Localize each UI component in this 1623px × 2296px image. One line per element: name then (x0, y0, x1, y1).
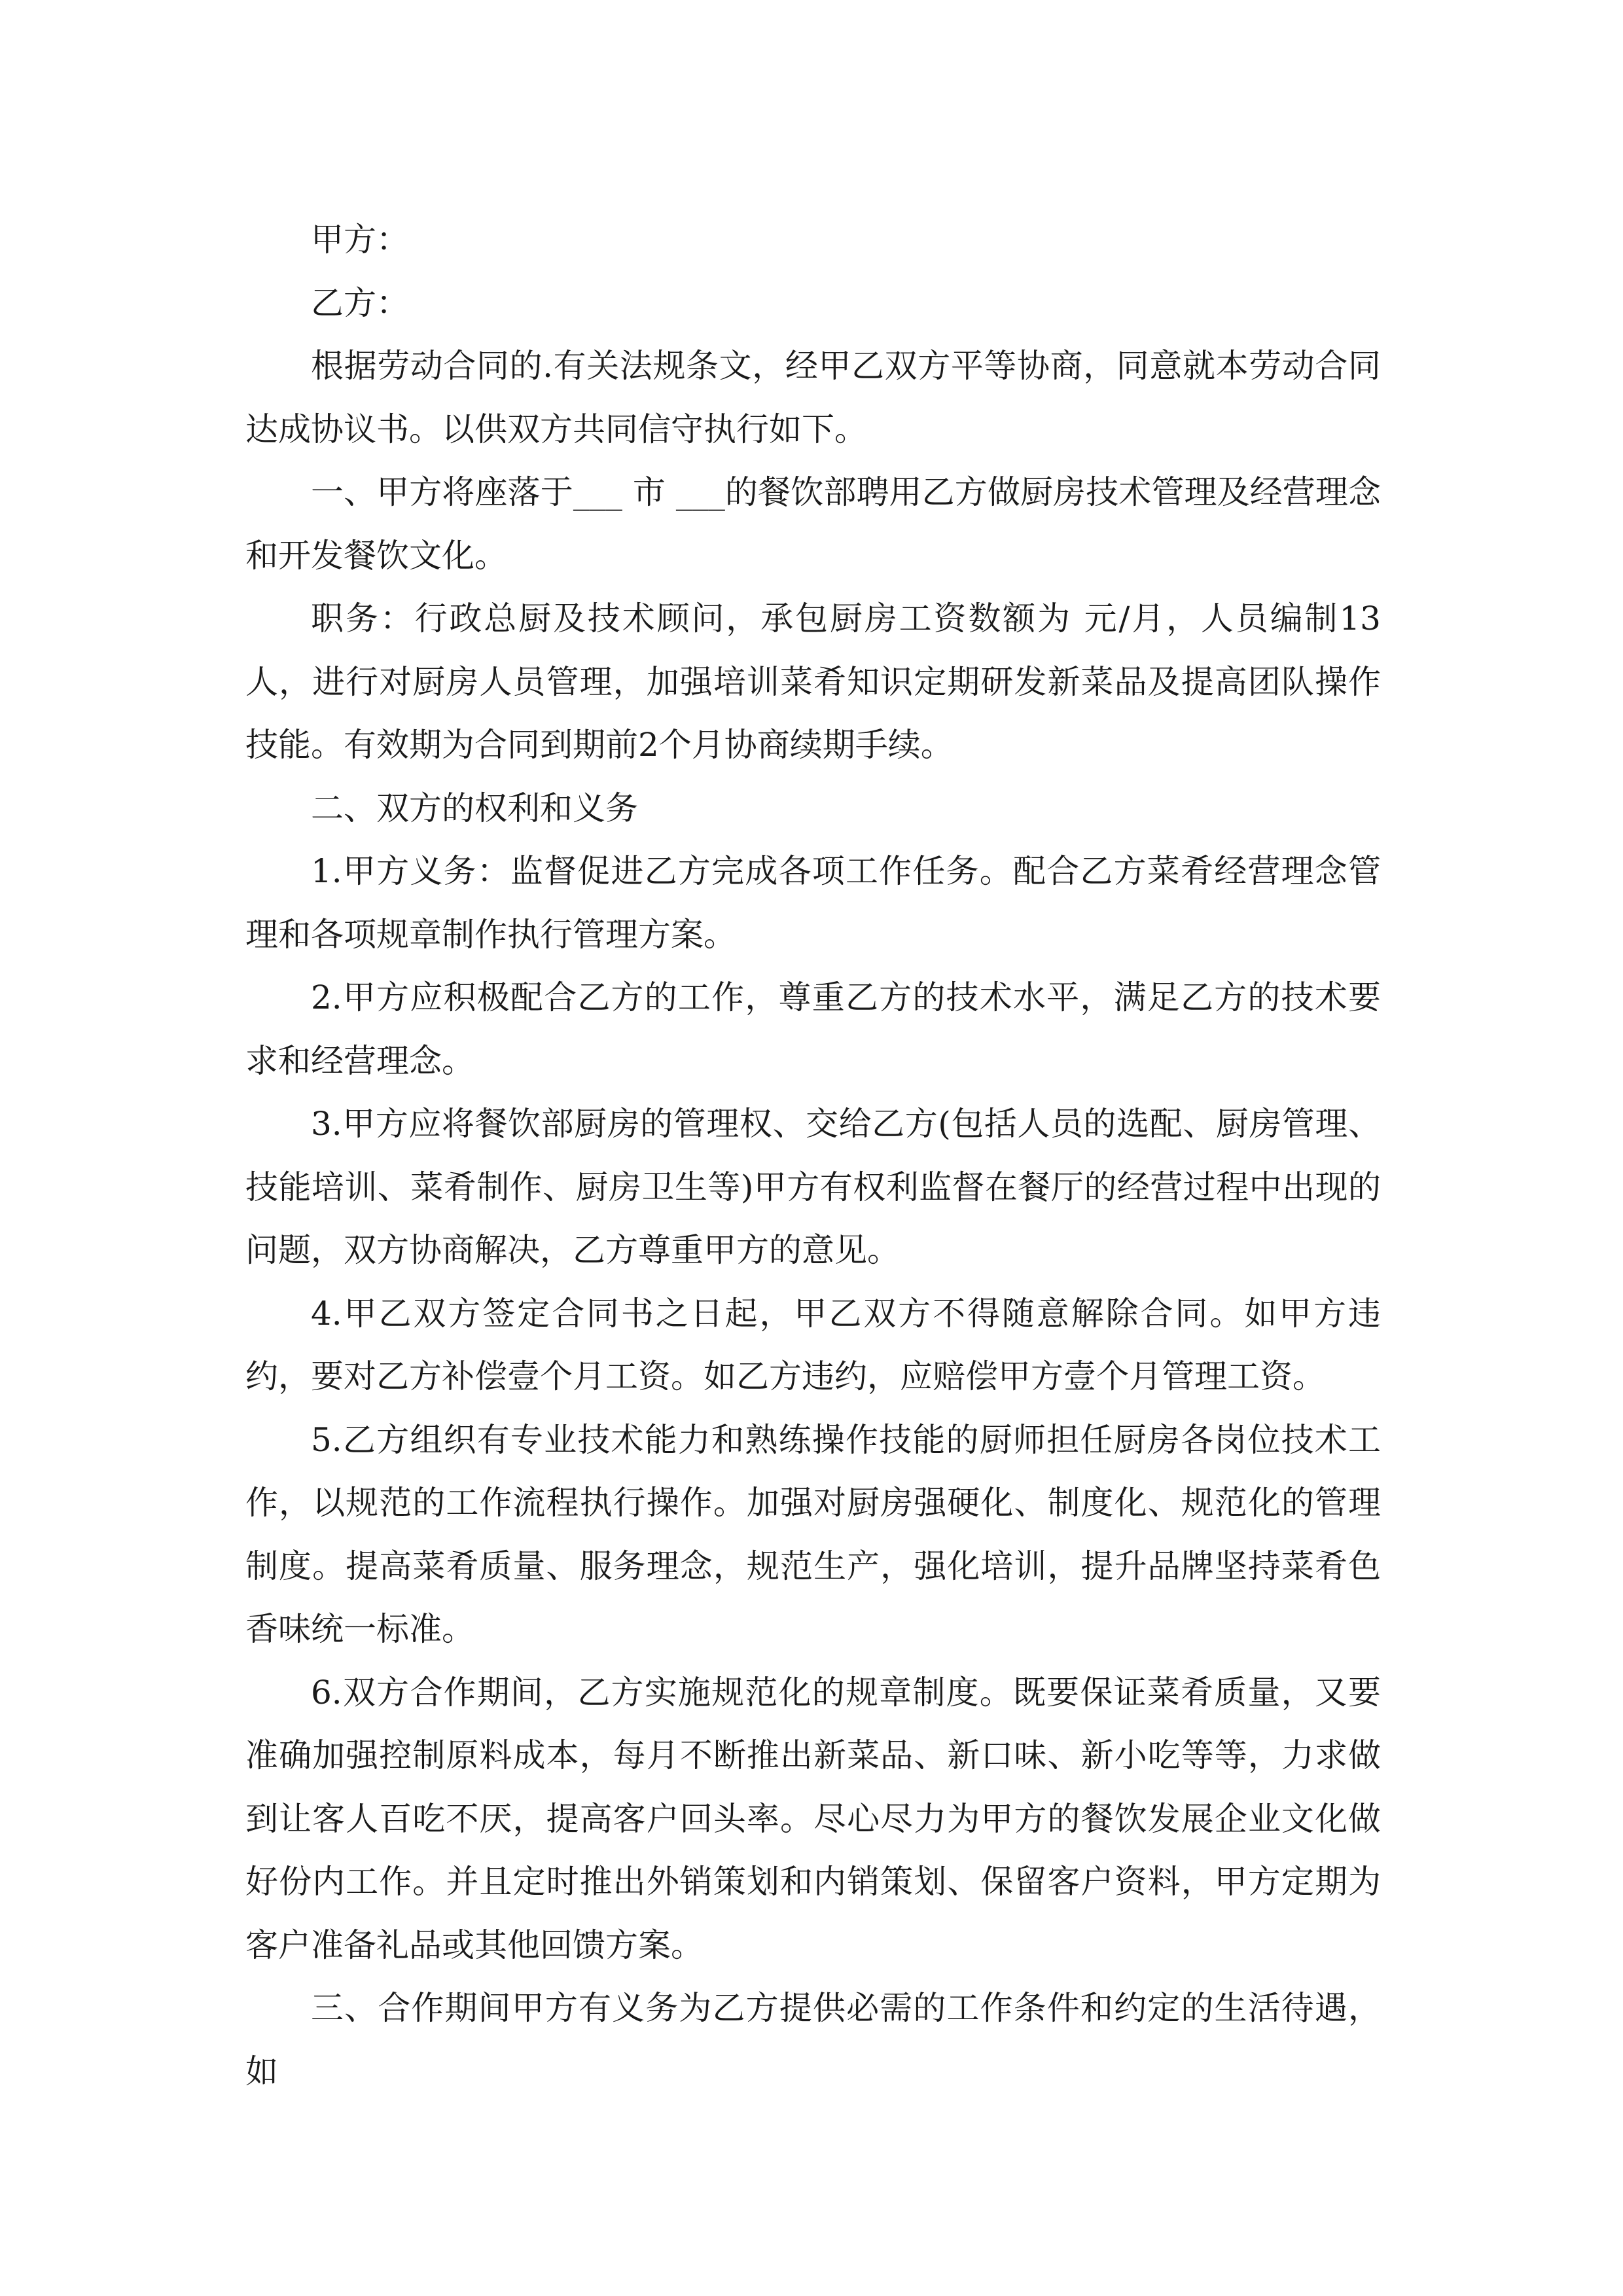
clause-2-item-3: 3.甲方应将餐饮部厨房的管理权、交给乙方(包括人员的选配、厨房管理、技能培训、菜肴制作、厨房卫生等)甲方有权利监督在餐厅的经营过程中出现的问题，双方协商解决，乙方尊重甲方的意见。 (245, 1105, 1381, 1269)
preamble-paragraph: 根据劳动合同的.有关法规条文，经甲乙双方平等协商，同意就本劳动合同达成协议书。以供双方共同信守执行如下。 (245, 347, 1381, 448)
position-paragraph: 职务：行政总厨及技术顾问，承包厨房工资数额为 元/月，人员编制13人，进行对厨房人员管理，加强培训菜肴知识定期研发新菜品及提高团队操作技能。有效期为合同到期前2个月协商续期手续。 (245, 600, 1381, 764)
clause-2-item-1: 1.甲方义务：监督促进乙方完成各项工作任务。配合乙方菜肴经营理念管理和各项规章制作执行管理方案。 (245, 852, 1381, 954)
clause-2-item-5: 5.乙方组织有专业技术能力和熟练操作技能的厨师担任厨房各岗位技术工作，以规范的工作流程执行操作。加强对厨房强硬化、制度化、规范化的管理制度。提高菜肴质量、服务理念，规范生产，强化培训，提升品牌坚持菜肴色香味统一标准。 (245, 1420, 1381, 1648)
clause-2-item-6: 6.双方合作期间，乙方实施规范化的规章制度。既要保证菜肴质量，又要准确加强控制原料成本，每月不断推出新菜品、新口味、新小吃等等，力求做到让客人百吃不厌，提高客户回头率。尽心尽力为甲方的餐饮发展企业文化做好份内工作。并且定时推出外销策划和内销策划、保留客户资料，甲方定期为客户准备礼品或其他回馈方案。 (245, 1673, 1381, 1964)
clause-3-paragraph: 三、合作期间甲方有义务为乙方提供必需的工作条件和约定的生活待遇，如 (245, 1989, 1381, 2090)
clause-2-item-4: 4.甲乙双方签定合同书之日起，甲乙双方不得随意解除合同。如甲方违约，要对乙方补偿壹个月工资。如乙方违约，应赔偿甲方壹个月管理工资。 (245, 1294, 1381, 1395)
clause-1-paragraph: 一、甲方将座落于___ 市 ___的餐饮部聘用乙方做厨房技术管理及经营理念和开发餐饮文化。 (245, 473, 1381, 575)
document-body (245, 208, 1381, 2103)
clause-2-item-2: 2.甲方应积极配合乙方的工作，尊重乙方的技术水平，满足乙方的技术要求和经营理念。 (245, 978, 1381, 1080)
clause-2-heading: 二、双方的权利和义务 (311, 789, 638, 827)
party-b-line: 乙方： (311, 283, 409, 322)
party-a-line: 甲方： (311, 221, 409, 259)
